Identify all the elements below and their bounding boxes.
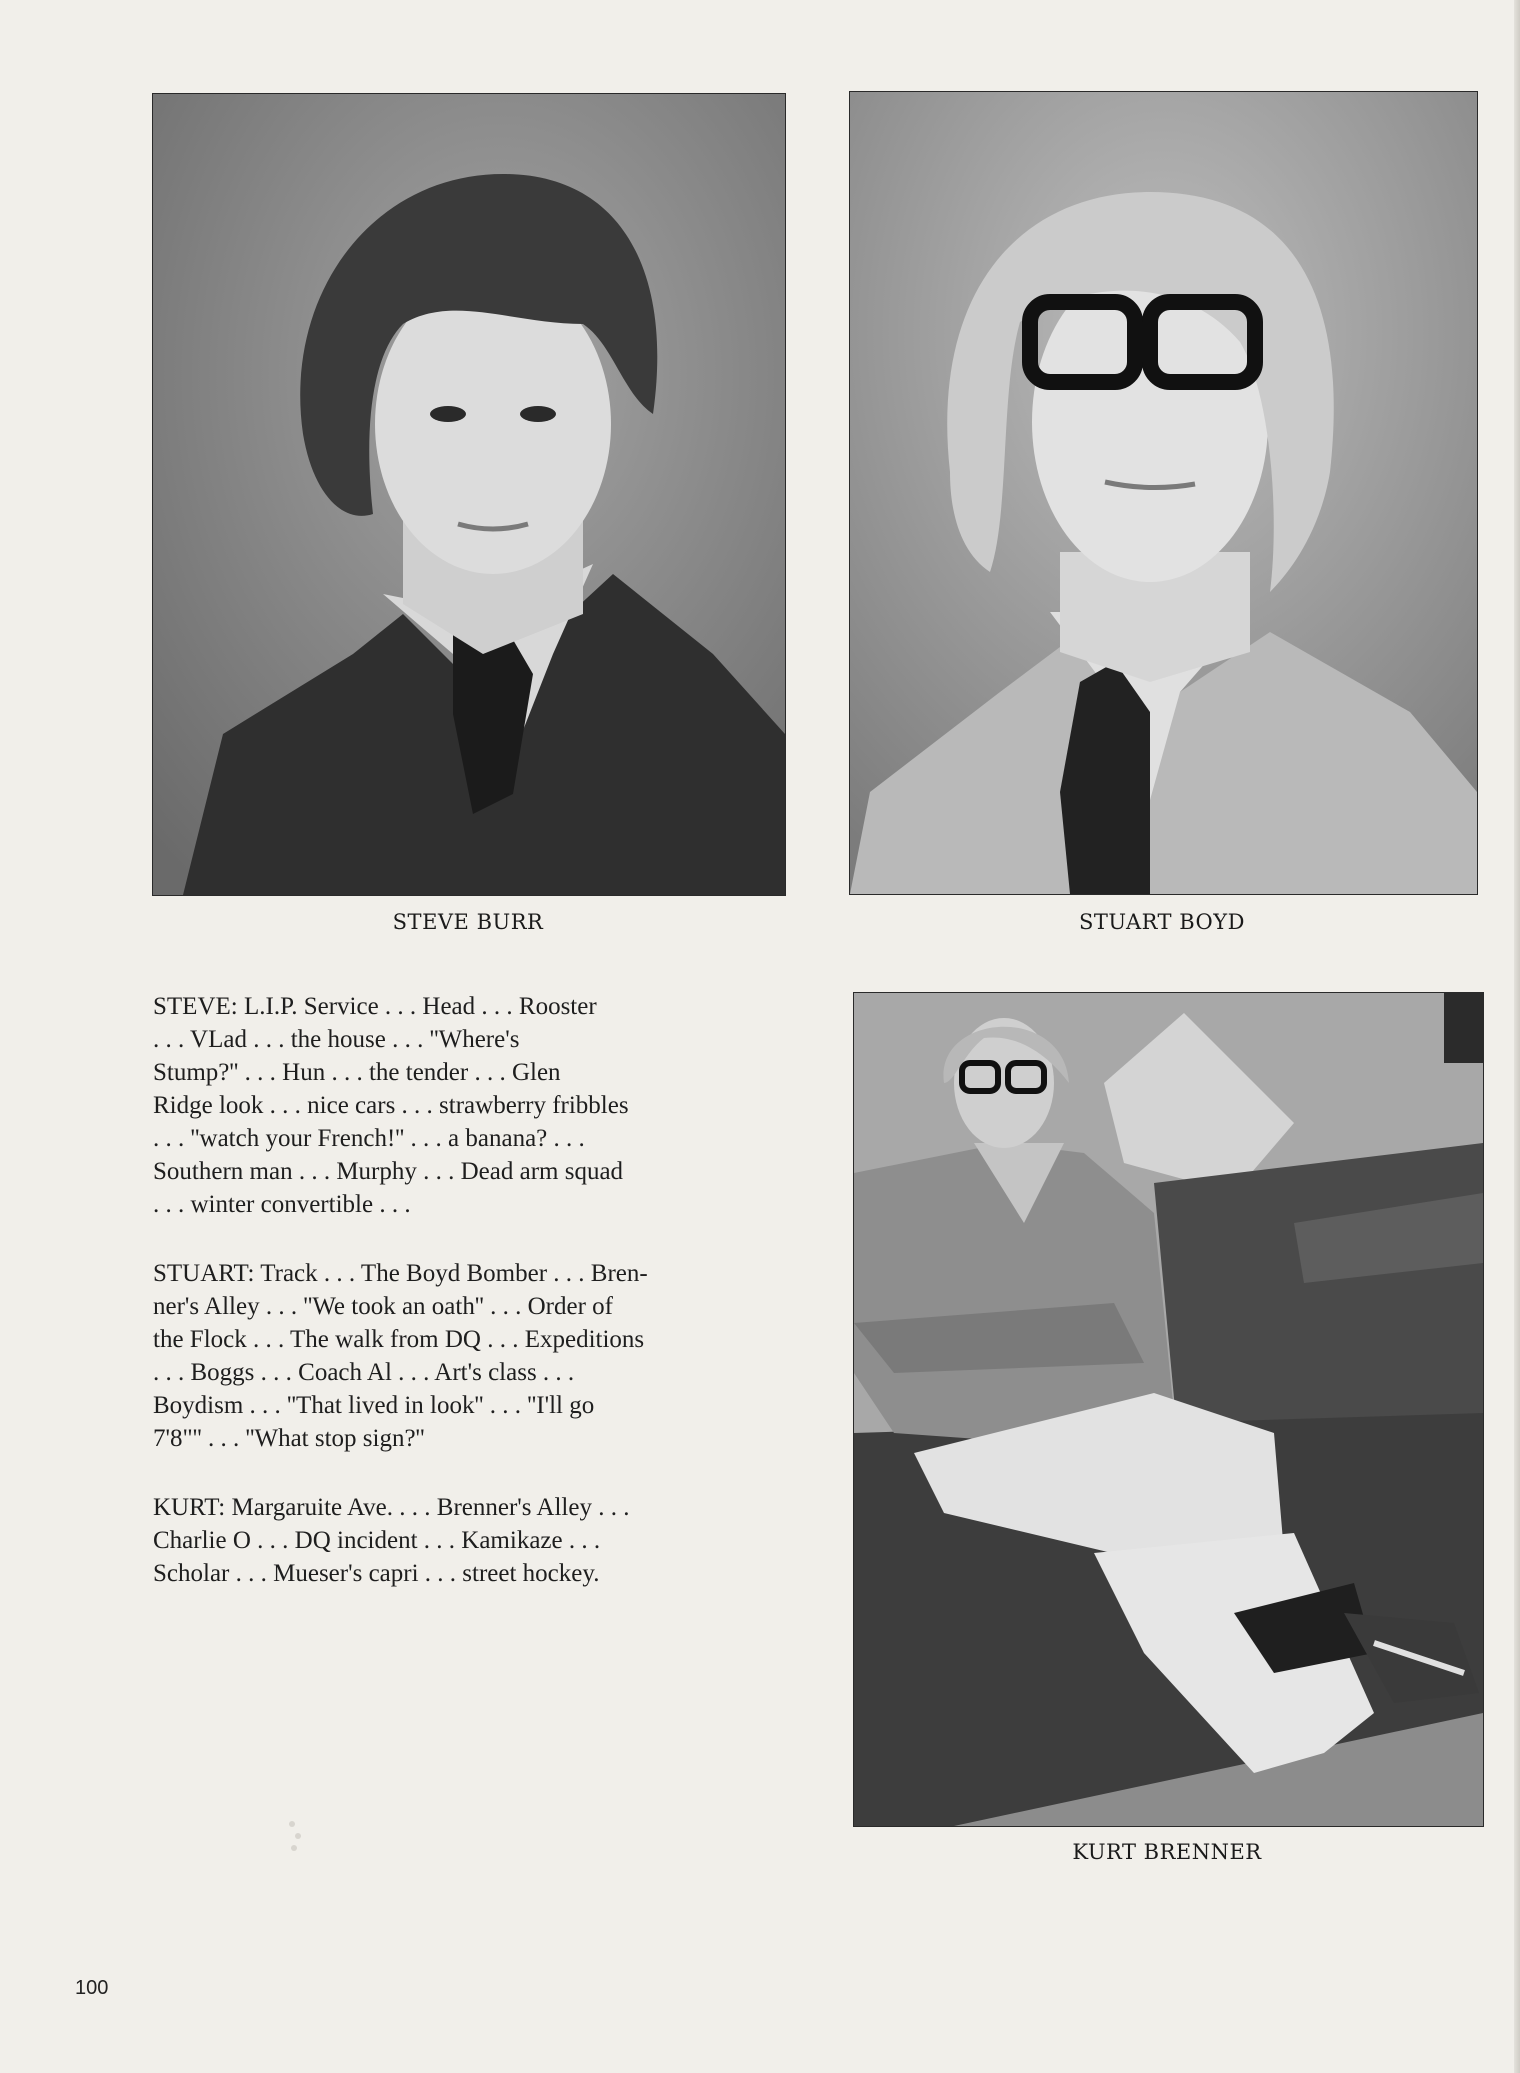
bio-stuart xyxy=(153,1257,793,1455)
bio-line: Charlie O . . . DQ incident . . . Kamikaze . . . xyxy=(153,1527,601,1554)
paper-smudge xyxy=(286,1818,306,1858)
caption-kurt-brenner: KURT BRENNER xyxy=(1072,1840,1262,1864)
portrait-photo-stuart-boyd xyxy=(849,91,1478,895)
bio-line: . . . Boggs . . . Coach Al . . . Art's class . . . xyxy=(153,1359,575,1386)
bio-line: . . . ''watch your French!'' . . . a banana? . . . xyxy=(153,1125,585,1152)
caption-stuart-boyd: STUART BOYD xyxy=(1079,910,1245,934)
bio-steve xyxy=(153,990,793,1221)
bio-line: Southern man . . . Murphy . . . Dead arm squad xyxy=(153,1158,624,1185)
page-edge xyxy=(1514,0,1520,2073)
bio-line: Stump?'' . . . Hun . . . the tender . . . Glen xyxy=(153,1059,561,1086)
bio-kurt xyxy=(153,1491,793,1590)
bio-line: STEVE: L.I.P. Service . . . Head . . . Rooster xyxy=(153,993,597,1020)
page-number: 100 xyxy=(75,1977,109,1999)
bio-line: the Flock . . . The walk from DQ . . . Expeditions xyxy=(153,1326,645,1353)
bio-line: ner's Alley . . . ''We took an oath'' . . . Order of xyxy=(153,1293,613,1320)
bio-line: Scholar . . . Mueser's capri . . . street hockey. xyxy=(153,1560,600,1587)
bio-line: . . . VLad . . . the house . . . ''Where's xyxy=(153,1026,520,1053)
candid-photo-kurt-brenner xyxy=(853,992,1484,1827)
caption-steve-burr: STEVE BURR xyxy=(392,910,544,934)
bio-line: . . . winter convertible . . . xyxy=(153,1191,411,1218)
bio-line: Boydism . . . ''That lived in look'' . . . ''I'll go xyxy=(153,1392,595,1419)
bio-line: Ridge look . . . nice cars . . . strawberry fribbles xyxy=(153,1092,629,1119)
portrait-photo-steve-burr xyxy=(152,93,786,896)
bio-line: STUART: Track . . . The Boyd Bomber . . . Bren- xyxy=(153,1260,648,1287)
bio-line: KURT: Margaruite Ave. . . . Brenner's Alley . . . xyxy=(153,1494,630,1521)
bio-line: 7'8"'' . . . ''What stop sign?'' xyxy=(153,1425,425,1452)
